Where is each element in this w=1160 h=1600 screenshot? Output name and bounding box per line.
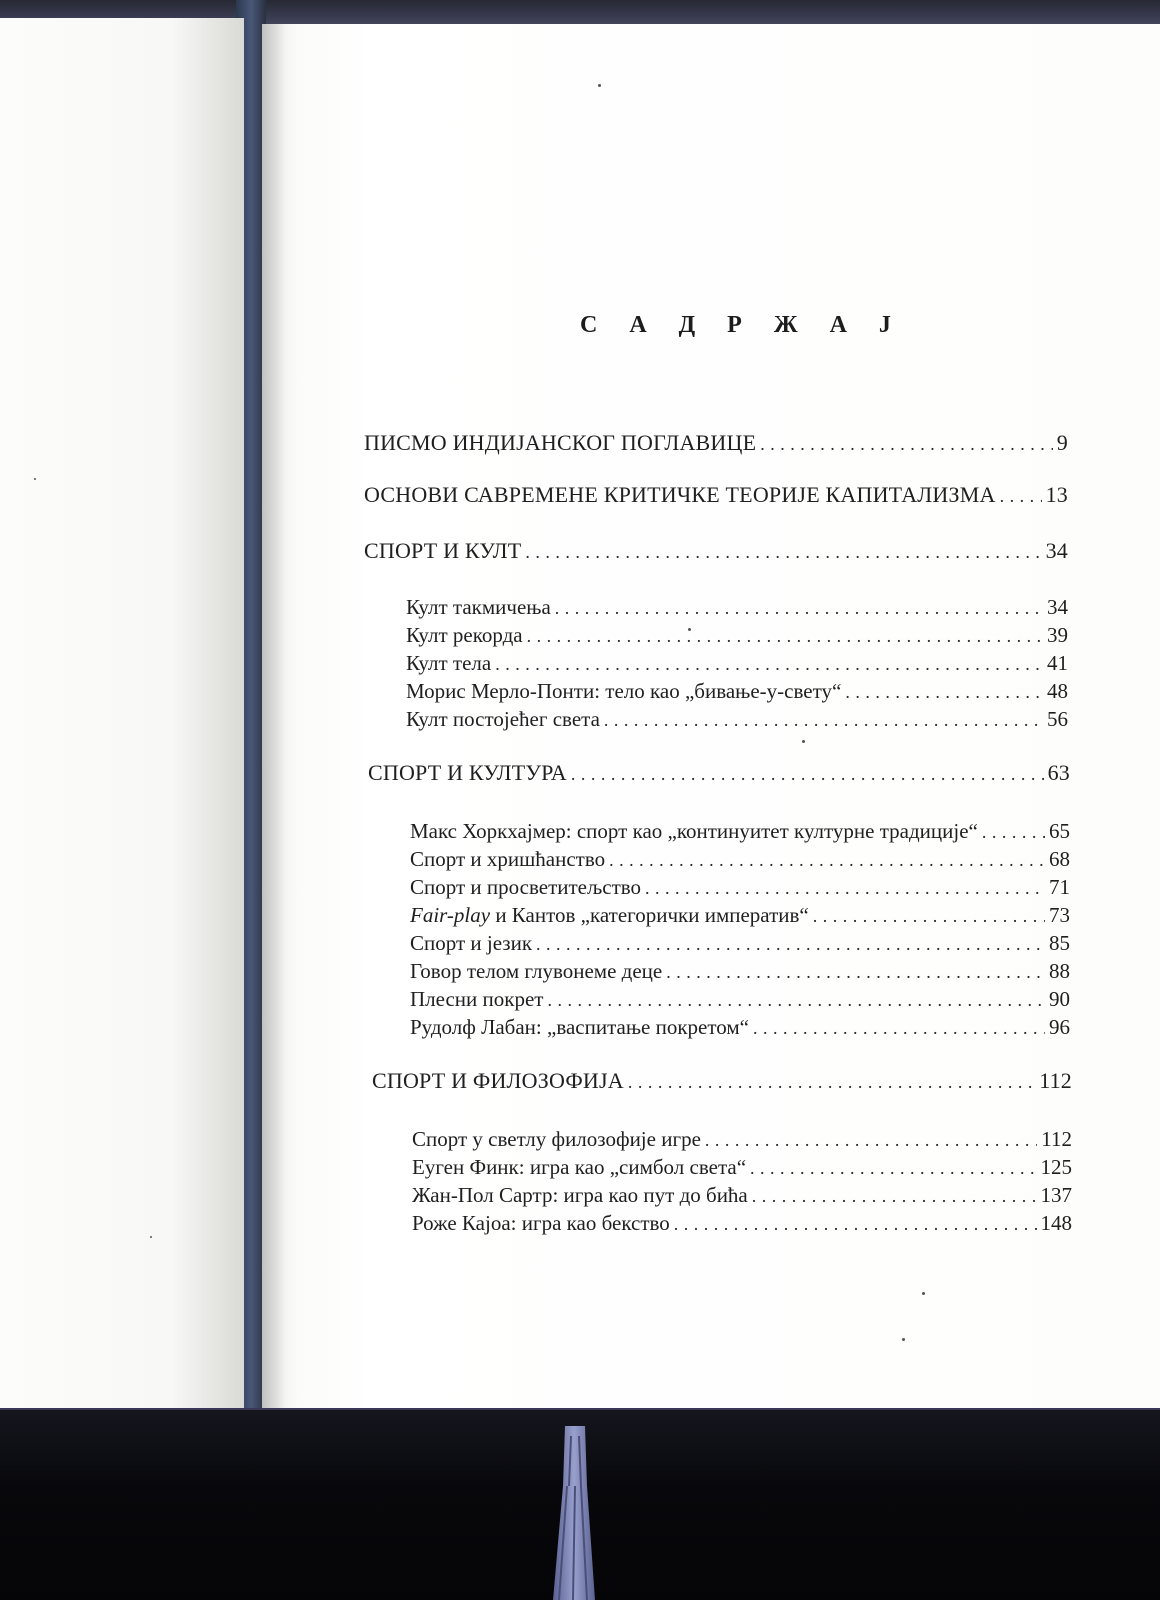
toc-entry-page: 41 [1047,651,1068,675]
toc-entry-label: ПИСМО ИНДИЈАНСКОГ ПОГЛАВИЦЕ [364,430,757,455]
dot-leader [705,1125,1037,1155]
toc-entry-page: 90 [1049,987,1070,1011]
toc-entry-label: Спорт и језик [410,931,533,955]
dot-leader [1000,481,1042,511]
toc-entry-section [410,872,1070,902]
toc-entry-page: 71 [1049,875,1070,899]
dot-leader [525,537,1041,567]
toc-entry-chapter [364,480,1068,510]
dot-leader [555,593,1043,623]
toc-entry-page: 112 [1039,1068,1072,1093]
toc-entry-label: Еуген Финк: игра као „симбол света“ [412,1155,747,1179]
dot-leader [750,1153,1036,1183]
toc-entry-section [406,676,1068,706]
toc-entry-page: 56 [1047,707,1068,731]
toc-entry-label: Говор телом глувонеме деце [410,959,663,983]
toc-entry-page: 68 [1049,847,1070,871]
toc-entry-section [410,816,1070,846]
toc-title: С А Д Р Ж А Ј [580,312,904,338]
toc-entry-label: Рудолф Лабан: „васпитање покретом“ [410,1015,749,1039]
toc-entry-section [412,1208,1072,1238]
toc-entry-page: 39 [1047,623,1068,647]
left-page [0,18,244,1410]
dot-leader [571,759,1044,789]
dot-leader [628,1067,1035,1097]
toc-entry-section [410,844,1070,874]
toc-entry-page: 96 [1049,1015,1070,1039]
toc-entry-page: 112 [1041,1127,1072,1151]
toc-entry-page: 34 [1047,595,1068,619]
toc-entry-section [406,620,1068,650]
toc-entry-page: 65 [1049,819,1070,843]
toc-entry-chapter [368,758,1070,788]
paper-speck [922,1292,925,1295]
toc-entry-page: 125 [1040,1155,1072,1179]
dot-leader [495,649,1043,679]
toc-entry-label: Морис Мерло-Понти: тело као „бивање-у-свету“ [406,679,842,703]
toc-entry-page: 148 [1040,1211,1072,1235]
toc-entry-section [410,956,1070,986]
toc-entry-chapter [372,1066,1072,1096]
dot-leader [753,1013,1045,1043]
toc-entry-section [406,592,1068,622]
dot-leader [813,901,1045,931]
toc-entry-label: СПОРТ И КУЛТ [364,538,522,563]
toc-entry-page: 13 [1045,482,1068,507]
toc-entry-page: 34 [1045,538,1068,563]
toc-entry-label [410,900,809,930]
dot-leader [760,429,1053,459]
toc-entry-page: 73 [1049,903,1070,927]
toc-entry-label: Спорт и просветитељство [410,875,642,899]
toc-entry-section [412,1152,1072,1182]
dot-leader [604,705,1043,735]
toc-entry-page: 88 [1049,959,1070,983]
toc-entry-label-rest: и Кантов „категорички императив“ [490,903,809,927]
toc-entry-section [410,900,1070,930]
toc-entry-page: 63 [1047,760,1070,785]
toc-entry-label: Култ рекорда [406,623,523,647]
toc-entry-chapter [364,428,1068,458]
paper-speck [902,1338,905,1341]
paper-speck [598,84,601,87]
toc-entry-section [406,704,1068,734]
toc-entry-label: Култ такмичења [406,595,551,619]
toc-entry-label: Плесни покрет [410,987,544,1011]
toc-entry-page: 9 [1056,430,1068,455]
dot-leader [547,985,1045,1015]
toc-entry-section [406,648,1068,678]
toc-entry-label-italic: Fair-play [410,903,491,927]
paper-speck [150,1236,152,1238]
toc-entry-label: ОСНОВИ САВРЕМЕНЕ КРИТИЧКЕ ТЕОРИЈЕ КАПИТАЛИЗМА [364,482,996,507]
dot-leader [752,1181,1037,1211]
dot-leader [674,1209,1037,1239]
toc-entry-section [412,1180,1072,1210]
toc-entry-section [410,984,1070,1014]
toc-entry-chapter [364,536,1068,566]
toc-entry-label: СПОРТ И КУЛТУРА [368,760,567,785]
toc-entry-section [412,1124,1072,1154]
dot-leader [666,957,1045,987]
gutter-shadow [262,24,286,1412]
dot-leader [609,845,1045,875]
toc-entry-label: Спорт у светлу филозофије игре [412,1127,701,1151]
toc-entry-section [410,1012,1070,1042]
toc-entry-label: Жан-Пол Сартр: игра као пут до бића [412,1183,748,1207]
toc-entry-section [410,928,1070,958]
dot-leader [527,621,1043,651]
toc-entry-label: СПОРТ И ФИЛОЗОФИЈА [372,1068,624,1093]
ribbon-bookmark-icon [545,1426,605,1600]
toc-entry-page: 137 [1040,1183,1072,1207]
toc-entry-label: Култ постојећег света [406,707,600,731]
dot-leader [845,677,1043,707]
paper-speck [802,740,805,743]
dot-leader [645,873,1045,903]
toc-entry-label: Роже Кајоа: игра као бекство [412,1211,670,1235]
toc-entry-label: Спорт и хришћанство [410,847,606,871]
dot-leader [536,929,1045,959]
toc-entry-label: Култ тела [406,651,492,675]
toc-entry-page: 48 [1047,679,1068,703]
dot-leader [982,817,1045,847]
toc-entry-label: Макс Хоркхајмер: спорт као „континуитет културне традиције“ [410,819,978,843]
toc-entry-page: 85 [1049,931,1070,955]
paper-speck [34,478,36,480]
